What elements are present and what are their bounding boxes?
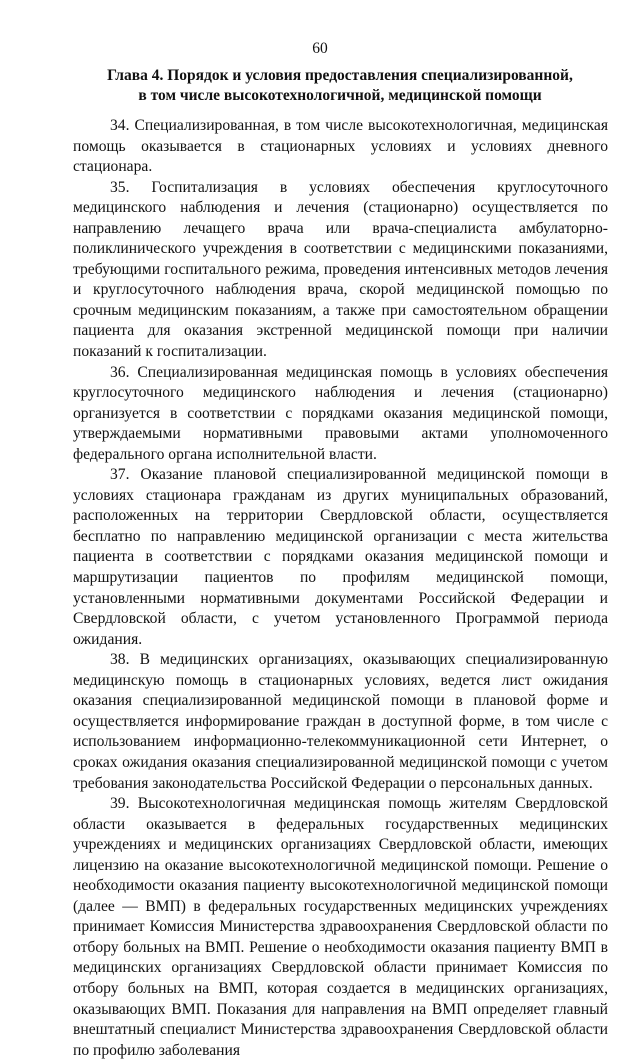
paragraph-34: 34. Специализированная, в том числе высокотехнологичная, медицинская помощь оказывается в стационарных условиях и условиях дневного стационара. — [73, 117, 608, 176]
page-number: 60 — [312, 40, 328, 57]
paragraph-37: 37. Оказание плановой специализированной медицинской помощи в условиях стационара гражданам из других муниципальных образований, расположенных на территории Свердловской области, осуществляется бесплатно по направлению медицинской организации с места жительства пациента в соответствии с порядками оказания медицинской помощи и маршрутизации пациентов по профилям медицинской помощи, установленными нормативными документами Российской Федерации и Свердловской области, с учетом установленного Программой периода ожидания. — [73, 466, 608, 648]
chapter-title-line-2: в том числе высокотехнологичной, медицинской помощи — [138, 87, 542, 104]
chapter-title — [70, 66, 610, 106]
chapter-title-line-1: Глава 4. Порядок и условия предоставления специализированной, — [107, 67, 573, 84]
paragraph-38: 38. В медицинских организациях, оказывающих специализированную медицинскую помощь в стационарных условиях, ведется лист ожидания оказания специализированной медицинской помощи в плановой форме и осуществляется информирование граждан в доступной форме, в том числе с использованием информационно-телекоммуникационной сети Интернет, о сроках ожидания оказания специализированной медицинской помощи с учетом требования законодательства Российской Федерации о персональных данных. — [73, 651, 608, 792]
paragraph-35: 35. Госпитализация в условиях обеспечения круглосуточного медицинского наблюдения и лечения (стационарно) осуществляется по направлению лечащего врача или врача-специалиста амбулаторно-поликлинического учреждения в соответствии с медицинскими показаниями, требующими госпитального режима, проведения интенсивных методов лечения и круглосуточного наблюдения врача, скорой медицинской помощью по срочным медицинским показаниям, а также при самостоятельном обращении пациента для оказания экстренной медицинской помощи при наличии показаний к госпитализации. — [73, 178, 608, 361]
body-text — [73, 116, 608, 1061]
paragraph-36: 36. Специализированная медицинская помощь в условиях обеспечения круглосуточного медицинского наблюдения и лечения (стационарно) организуется в соответствии с порядками оказания медицинской помощи, утверждаемыми нормативными правовыми актами уполномоченного федерального органа исполнительной власти. — [73, 363, 608, 463]
paragraph-39: 39. Высокотехнологичная медицинская помощь жителям Свердловской области оказывается в федеральных государственных медицинских учреждениях и медицинских организациях Свердловской области, имеющих лицензию на оказание высокотехнологичной медицинской помощи. Решение о необходимости оказания пациенту высокотехнологичной медицинской помощи (далее — ВМП) в федеральных государственных медицинских учреждениях принимает Комиссия Министерства здравоохранения Свердловской области по отбору больных на ВМП. Решение о необходимости оказания пациенту ВМП в медицинских организациях Свердловской области принимает Комиссия по отбору больных на ВМП, которая создается в медицинских организациях, оказывающих ВМП. Показания для направления на ВМП определяет главный внештатный специалист Министерства здравоохранения Свердловской области по профилю заболевания — [73, 795, 608, 1059]
